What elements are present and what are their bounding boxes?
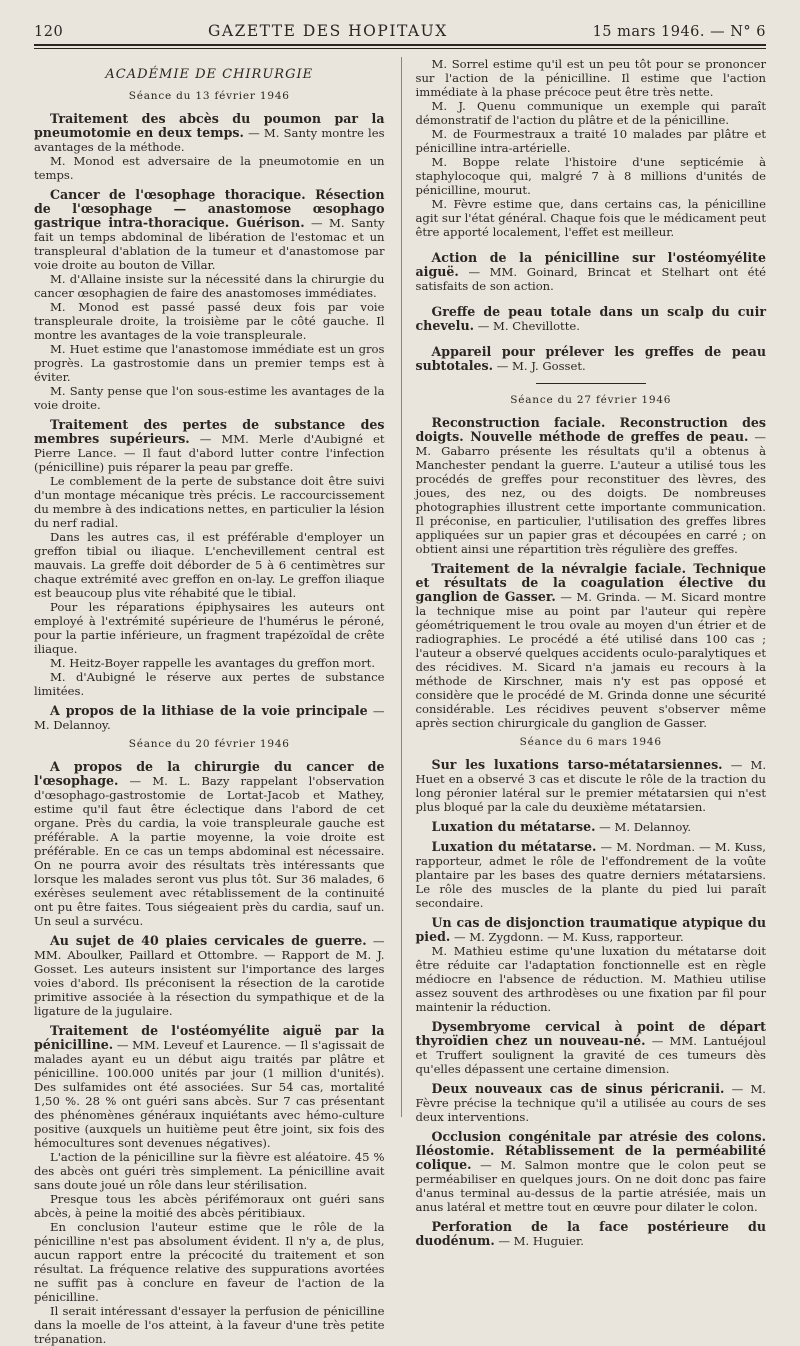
paragraph: M. Monod est passé passé deux fois par voie transpleurale droite, la troisième par le côté gauche. Il montre les avantages de la voie transpleurale.: [34, 300, 385, 342]
entry-penicilline-osteomyelite: [416, 251, 767, 293]
entry-body: — MM. Goinard, Brincat et Stelhart ont été satisfaits de son action.: [415, 265, 766, 293]
entry-body: — MM. Merle d'Aubigné et Pierre Lance. — Il faut d'abord lutter contre l'infection (pénicilline) puis réparer la peau par greffe.: [34, 432, 385, 474]
entry-title: Perforation de la face postérieure du duodénum.: [415, 1219, 766, 1248]
paragraph: M. Fèvre estime que, dans certains cas, la pénicilline agit sur l'état général. Chaque fois que le médicament peut être apporté localement, l'effet est meilleur.: [415, 197, 766, 239]
entry-nevralgie-faciale: [416, 562, 767, 730]
entry-title: A propos de la chirurgie du cancer de l'œsophage.: [34, 759, 385, 788]
entry-sinus-pericranii: [416, 1082, 767, 1124]
entry-title: Deux nouveaux cas de sinus péricranii.: [431, 1081, 725, 1096]
entry-title: Traitement des pertes de substance des membres supérieurs.: [34, 417, 385, 446]
paragraph: En conclusion l'auteur estime que le rôle de la pénicilline n'est pas absolument évident. Il n'y a, de plus, aucun rapport entre la précocité du traitement et son résultat. La fréquence relative des suppurations avortées ne suffit pas à conclure en faveur de l'action de la pénicilline.: [34, 1220, 385, 1304]
entry-title: Reconstruction faciale. Reconstruction des doigts. Nouvelle méthode de greffes de peau.: [415, 415, 766, 444]
entry-body: — M. Salmon montre que le colon peut se perméabiliser en quelques jours. On ne doit donc pas faire d'anus terminal au-dessus de la partie atrésiée, mais un anus latéral et mettre tout en œuvre pour dilater le colon.: [415, 1158, 767, 1214]
entry-body: — MM. Aboulker, Paillard et Ottombre. — Rapport de M. J. Gosset. Les auteurs insistent sur l'importance des larges voies d'abord. Ils préconisent la résection de la carotide primitive associée à la résection du sympathique et de la ligature de la jugulaire.: [34, 934, 385, 1018]
paragraph: Presque tous les abcès périfémoraux ont guéri sans abcès, à peine la moitié des abcès péritibiaux.: [34, 1192, 385, 1220]
entry-chirurgie-oesophage: [34, 760, 385, 928]
entry-body: — M. Fèvre précise la technique qu'il a utilisée au cours de ses deux interventions.: [415, 1082, 766, 1124]
paragraph: M. Mathieu estime qu'une luxation du métatarse doit être réduite car l'adaptation fonctionnelle est en règle médiocre en l'absence de réduction. M. Mathieu utilise assez souvent des arthrodèses ou une fixation par fil pour maintenir la réduction.: [415, 944, 766, 1014]
entry-title: Occlusion congénitale par atrésie des colons. Iléostomie. Rétablissement de la perméabilité colique.: [415, 1129, 766, 1172]
entry-title: Action de la pénicilline sur l'ostéomyélite aiguë.: [415, 250, 766, 279]
entry-body: — M. Nordman. — M. Kuss, rapporteur, admet le rôle de l'effondrement de la voûte plantaire par les bases des quatre derniers métatarsiens. Le rôle des muscles de la plante du pied lui paraît secondaire.: [415, 840, 766, 910]
entry-body: — M. Huguier.: [498, 1234, 584, 1248]
paragraph: M. de Fourmestraux a traité 10 malades par plâtre et pénicilline intra-artérielle.: [415, 127, 766, 155]
entry-lithiase: [34, 704, 385, 732]
entry-dysembryome: [416, 1020, 767, 1076]
entry-body: — M. Grinda. — M. Sicard montre la technique mise au point par l'auteur qui repère géométriquement le trou ovale au moyen d'un étrier et de radiographies. Le procédé a été utilisé dans 100 cas ; l'auteur a observé quelques accidents oculo-paralytiques et des récidives. M. Sicard n'a jamais eu recours à la méthode de Kirschner, mais n'y est pas opposé et considère que le procédé de M. Grinda donne une sécurité considérable. Les récidives peuvent s'observer même après section chirurgicale du ganglion de Gasser.: [415, 590, 766, 730]
right-column: [401, 57, 767, 1248]
entry-disjonction-pied: [416, 916, 767, 1014]
page-number: 120: [34, 24, 64, 40]
entry-body: — M. Santy fait un temps abdominal de libération de l'estomac et un transpleural d'ablation de la tumeur et d'anastomose par voie droite au bouton de Villar.: [34, 216, 385, 272]
entry-abces-poumon: [34, 112, 385, 182]
entry-title: Traitement des abcès du poumon par la pneumotomie en deux temps.: [34, 111, 385, 140]
entry-body: — M. Delannoy.: [34, 704, 385, 732]
paragraph: Le comblement de la perte de substance doit être suivi d'un montage mécanique très précis. Le raccourcissement du membre à des indications nettes, en particulier la lésion du nerf radial.: [34, 474, 385, 530]
entry-pertes-substance: [34, 418, 385, 698]
paragraph: M. d'Allaine insiste sur la nécessité dans la chirurgie du cancer œsophagien de faire des anastomoses immédiates.: [34, 272, 385, 300]
session-date: Séance du 20 février 1946: [128, 738, 290, 750]
entry-body: — M. Santy montre les avantages de la méthode.: [34, 126, 385, 154]
entry-body: — M. Huet en a observé 3 cas et discute le rôle de la traction du long péronier latéral sur le premier métatarsien qui n'est plus bloqué par la cale du deuxième métatarsien.: [415, 758, 767, 814]
header-rule: [34, 48, 766, 49]
entry-title: Cancer de l'œsophage thoracique. Résection de l'œsophage — anastomose œsophago gastrique intra-thoracique. Guérison.: [34, 187, 385, 230]
entry-body: — M. L. Bazy rappelant l'observation d'œsophago-gastrostomie de Lortat-Jacob et Mathey, estime qu'il faut être éclectique dans l'abord de cet organe. Près du cardia, la voie transpleurale gauche est préférable. A la partie moyenne, la voie droite est préférable. En ce cas un temps abdominal est nécessaire. On ne pourra avoir des résultats très intéressants que lorsque les malades seront vus plus tôt. Sur 36 malades, 6 exérèses seulement avec rétablissement de la continuité ont pu être faites. Tous siégeaient près du cardia, sauf un. Un seul a survécu.: [34, 774, 385, 928]
paragraph: M. Monod est adversaire de la pneumotomie en un temps.: [34, 154, 385, 182]
entry-body: — MM. Leveuf et Laurence. — Il s'agissait de malades ayant eu un début aigu traités par plâtre et pénicilline. 100.000 unités par jour (1 million d'unités). Des sulfamides ont été associées. Sur 54 cas, mortalité 1,50 %. 28 % ont guéri sans abcès. Sur 7 cas présentant des phénomènes généraux inquiétants avec hémo-culture positive (auxquels un huitième peut être joint, six fois des hémocultures sont devenues négatives).: [34, 1038, 385, 1150]
entry-title: Appareil pour prélever les greffes de peau subtotales.: [415, 344, 766, 373]
entry-appareil-greffes: [416, 345, 767, 373]
paragraph: M. J. Quenu communique un exemple qui paraît démonstratif de l'action du plâtre et de la pénicilline.: [415, 99, 766, 127]
entry-title: Luxation du métatarse.: [431, 839, 597, 854]
entry-title: Sur les luxations tarso-métatarsiennes.: [431, 757, 723, 772]
paragraph: Il serait intéressant d'essayer la perfusion de pénicilline dans la moelle de l'os atteint, à la faveur d'une très petite trépanation.: [34, 1304, 385, 1346]
journal-title: GAZETTE DES HOPITAUX: [208, 22, 448, 40]
issue-date: 15 mars 1946. — N° 6: [592, 24, 766, 40]
entry-title: Greffe de peau totale dans un scalp du cuir chevelu.: [415, 304, 766, 333]
entry-title: Traitement de l'ostéomyélite aiguë par la pénicilline.: [34, 1023, 385, 1052]
section-heading: ACADÉMIE DE CHIRURGIE: [105, 67, 314, 82]
paragraph: M. d'Aubigné le réserve aux pertes de substance limitées.: [34, 670, 385, 698]
entry-body: — M. J. Gosset.: [496, 359, 586, 373]
entry-plaies-cervicales: [34, 934, 385, 1018]
entry-body: — M. Chevillotte.: [477, 319, 580, 333]
paragraph: M. Heitz-Boyer rappelle les avantages du greffon mort.: [50, 656, 376, 670]
paragraph: L'action de la pénicilline sur la fièvre est aléatoire. 45 % des abcès ont guéri très simplement. La pénicilline avait sans doute joué un rôle dans leur stérilisation.: [34, 1150, 385, 1192]
entry-perforation-duodenum: [416, 1220, 767, 1248]
entry-reconstruction-faciale: [416, 416, 767, 556]
entry-luxations-tarso: [416, 758, 767, 814]
entry-luxation-metatarse-1: [416, 820, 767, 834]
session-date: Séance du 27 février 1946: [510, 394, 672, 406]
columns: [34, 57, 767, 1346]
paragraph: M. Santy pense que l'on sous-estime les avantages de la voie droite.: [34, 384, 385, 412]
entry-body: — MM. Lantuéjoul et Truffert soulignent la gravité de ces tumeurs dès qu'elles dépassent une certaine dimension.: [415, 1034, 766, 1076]
entry-body: — M. Delannoy.: [599, 820, 692, 834]
entry-title: Un cas de disjonction traumatique atypique du pied.: [415, 915, 766, 944]
running-header: [34, 22, 766, 46]
paragraph: M. Huet estime que l'anastomose immédiate est un gros progrès. La gastrostomie dans un premier temps est à éviter.: [34, 342, 385, 384]
entry-greffe-scalp: [416, 305, 767, 333]
entry-body: — M. Gabarro présente les résultats qu'il a obtenus à Manchester pendant la guerre. L'auteur a utilisé tous les procédés de greffes pour reconstituer des lèvres, des joues, des nez, ou des doigts. De nombreuses photographies illustrent cette importante communication. Il préconise, en particulier, l'utilisation des greffes libres appliquées sur un papier gras et découpées en carré ; on obtient ainsi une répartition très régulière des greffes.: [415, 430, 767, 556]
entry-title: A propos de la lithiase de la voie principale: [50, 703, 368, 718]
paragraph: Pour les réparations épiphysaires les auteurs ont employé à l'extrémité supérieure de l'humérus le péroné, pour la partie inférieure, un fragment trapézoïdal de crête iliaque.: [34, 600, 385, 656]
entry-title: Au sujet de 40 plaies cervicales de guerre.: [50, 933, 367, 948]
entry-body: — M. Zygdonn. — M. Kuss, rapporteur.: [453, 930, 684, 944]
entry-osteomyelite: [34, 1024, 385, 1346]
entry-title: Traitement de la névralgie faciale. Technique et résultats de la coagulation élective du ganglion de Gasser.: [415, 561, 766, 604]
session-date: Séance du 13 février 1946: [128, 90, 290, 102]
paragraph: Dans les autres cas, il est préférable d'employer un greffon tibial ou iliaque. L'enchevillement central est mauvais. La greffe doit déborder de 5 à 6 centimètres sur chaque extrémité avec greffon en on-lay. Le greffon iliaque est beaucoup plus vite réhabité que le tibial.: [34, 530, 385, 600]
entry-title: Luxation du métatarse.: [431, 819, 596, 834]
paragraph: M. Boppe relate l'histoire d'une septicémie à staphylocoque qui, malgré 7 à 8 millions d'unités de pénicilline, mourut.: [415, 155, 766, 197]
separator-rule: [536, 383, 646, 384]
entry-title: Dysembryome cervical à point de départ thyroïdien chez un nouveau-né.: [415, 1019, 766, 1048]
entry-osteomyelite-discussion: [416, 57, 767, 239]
left-column: [34, 57, 385, 1346]
entry-cancer-oesophage: [34, 188, 385, 412]
paragraph: M. Sorrel estime qu'il est un peu tôt pour se prononcer sur l'action de la pénicilline. Il estime que l'action immédiate à la phase précoce peut être très nette.: [415, 57, 766, 99]
entry-occlusion-congenitale: [416, 1130, 767, 1214]
entry-luxation-metatarse-2: [416, 840, 767, 910]
session-date: Séance du 6 mars 1946: [519, 736, 662, 748]
